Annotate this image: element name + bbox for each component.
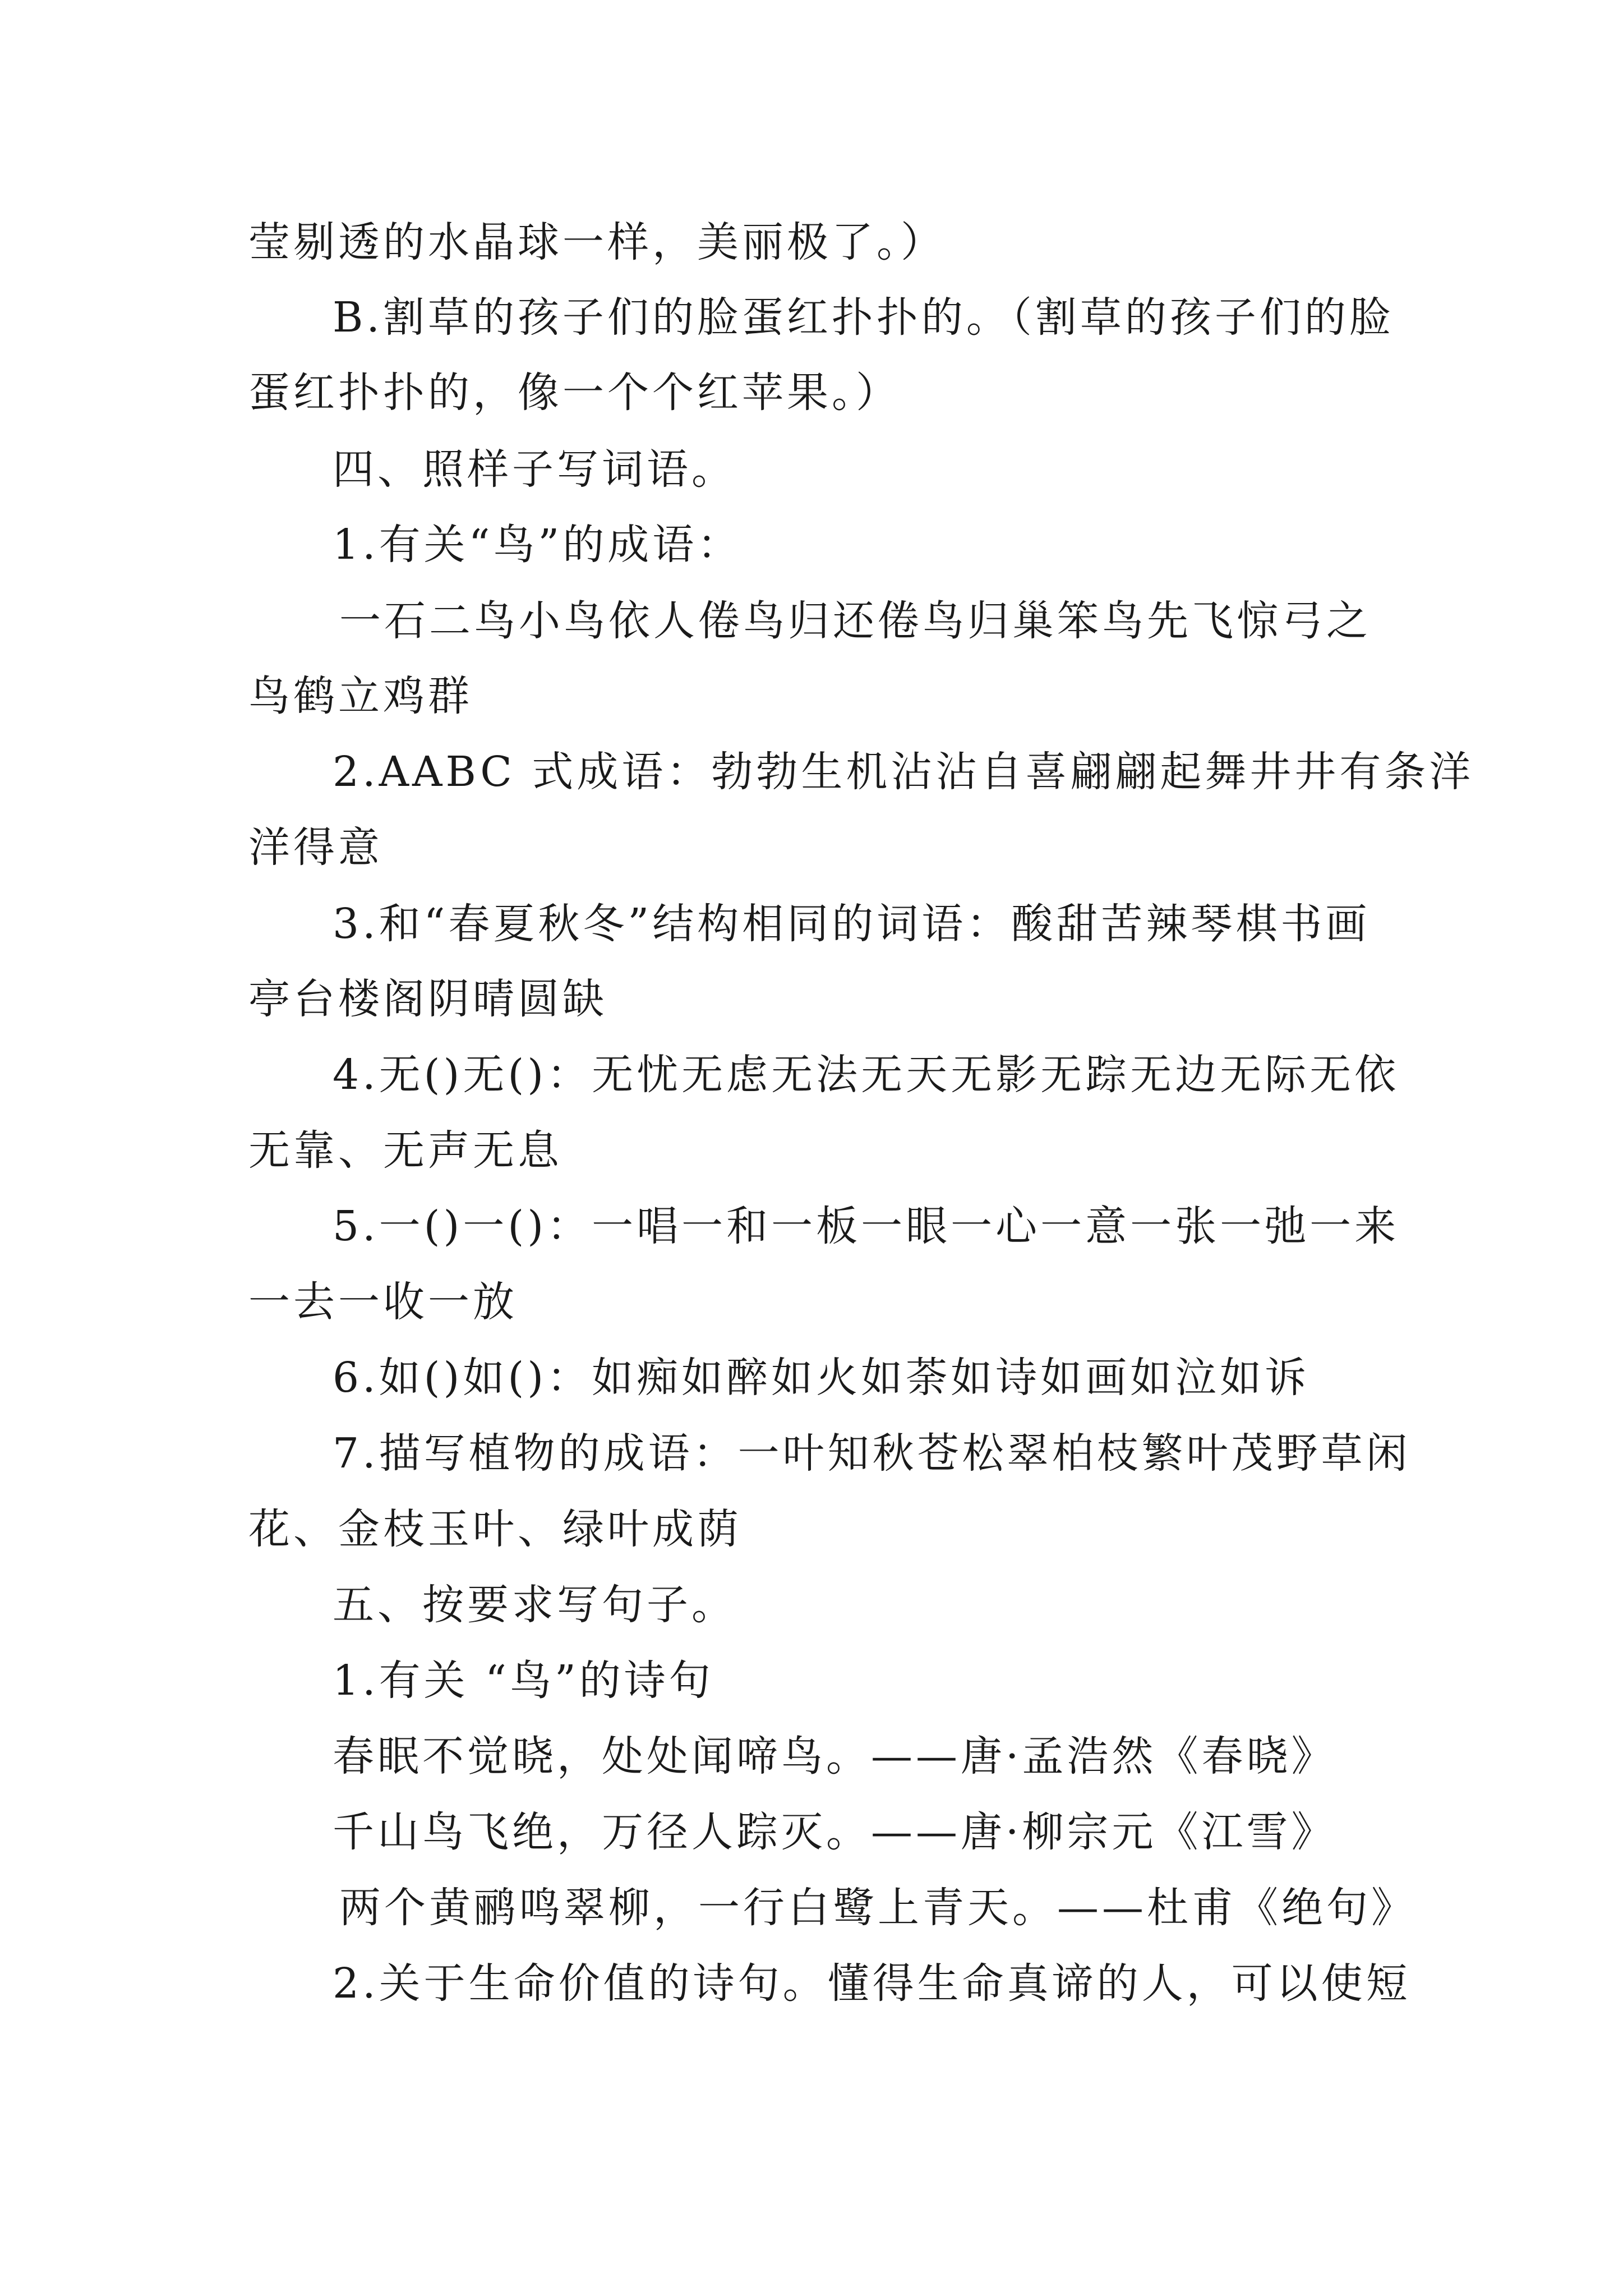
poem-line-23: 两个黄鹂鸣翠柳，一行白鹭上青天。——杜甫《绝句》 xyxy=(339,1884,1416,1932)
text-line-18: 花、金枝玉叶、绿叶成荫 xyxy=(248,1505,742,1553)
text-line-20: 1.有关 “鸟”的诗句 xyxy=(333,1657,714,1705)
text-line-6: 一石二鸟小鸟依人倦鸟归还倦鸟归巢笨鸟先飞惊弓之 xyxy=(339,597,1371,645)
poem-line-22: 千山鸟飞绝，万径人踪灭。——唐·柳宗元《江雪》 xyxy=(333,1808,1336,1856)
section-heading-19: 五、按要求写句子。 xyxy=(333,1581,736,1629)
text-line-11: 亭台楼阁阴晴圆缺 xyxy=(248,975,607,1023)
text-line-2: B.割草的孩子们的脸蛋红扑扑的。（割草的孩子们的脸 xyxy=(333,293,1394,342)
text-line-13: 无靠、无声无息 xyxy=(248,1126,562,1175)
poem-line-21: 春眠不觉晓，处处闻啼鸟。——唐·孟浩然《春晓》 xyxy=(333,1732,1336,1780)
text-line-14: 5.一()一()：一唱一和一板一眼一心一意一张一弛一来 xyxy=(333,1202,1400,1250)
text-line-12: 4.无()无()：无忧无虑无法无天无影无踪无边无际无依 xyxy=(333,1051,1400,1099)
text-line-16: 6.如()如()：如痴如醉如火如荼如诗如画如泣如诉 xyxy=(333,1354,1310,1402)
text-line-8: 2.AABC 式成语：勃勃生机沾沾自喜翩翩起舞井井有条洋 xyxy=(333,748,1474,796)
text-line-1: 莹剔透的水晶球一样，美丽极了。） xyxy=(248,218,946,266)
text-line-15: 一去一收一放 xyxy=(248,1278,518,1326)
text-line-7: 鸟鹤立鸡群 xyxy=(248,672,473,720)
text-line-17: 7.描写植物的成语：一叶知秋苍松翠柏枝繁叶茂野草闲 xyxy=(333,1429,1411,1478)
text-line-9: 洋得意 xyxy=(248,823,383,872)
text-line-10: 3.和“春夏秋冬”结构相同的词语：酸甜苦辣琴棋书画 xyxy=(333,900,1371,948)
section-heading-4: 四、照样子写词语。 xyxy=(333,445,736,494)
text-line-5: 1.有关“鸟”的成语： xyxy=(333,521,743,569)
text-line-24: 2.关于生命价值的诗句。懂得生命真谛的人，可以使短 xyxy=(333,1959,1411,2008)
text-line-3: 蛋红扑扑的，像一个个红苹果。） xyxy=(248,369,901,417)
